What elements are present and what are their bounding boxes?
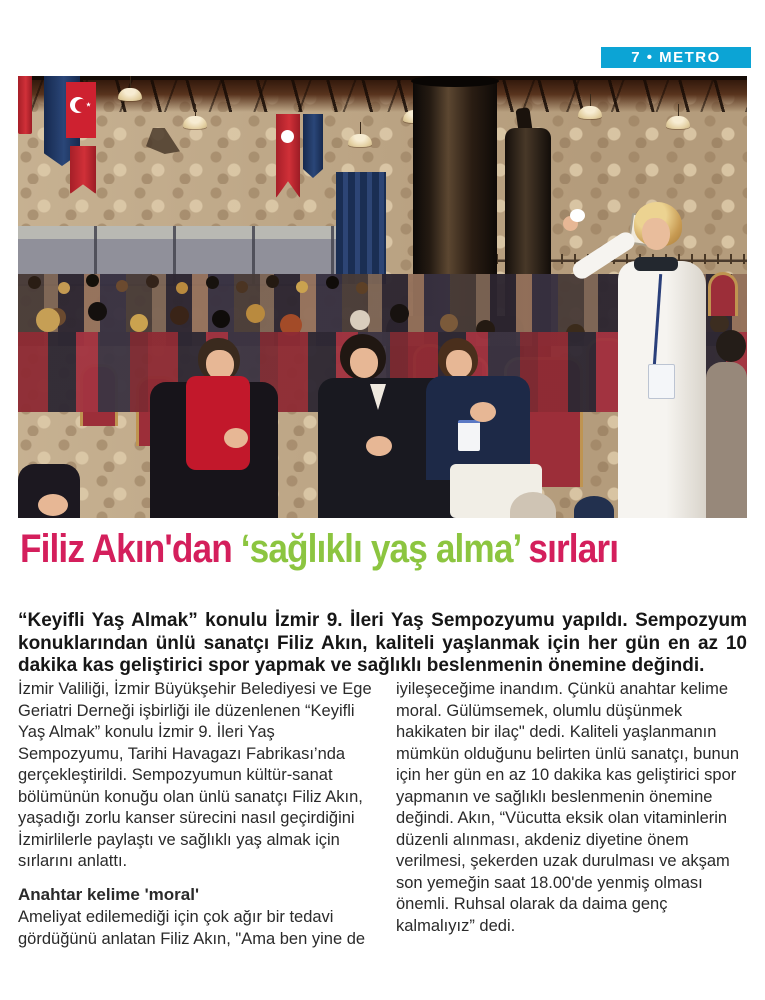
red-flag: [18, 76, 32, 134]
audience-head: [170, 306, 189, 325]
red-scarf: [186, 376, 250, 470]
audience-head: [28, 276, 41, 289]
headline-part-1: Filiz Akın'dan: [20, 527, 241, 571]
page-number-badge: [601, 47, 751, 68]
clapping-hands: [38, 494, 68, 516]
audience-head: [116, 280, 128, 292]
turkish-flag: [66, 82, 96, 138]
audience-head: [390, 304, 409, 323]
article-column-left: [18, 679, 374, 950]
audience-head: [206, 276, 219, 289]
paragraph: İzmir Valiliği, İzmir Büyükşehir Belediyesi ve Ege Geriatri Derneği işbirliği ile düzenlenen “Keyifli Yaş Almak” konulu İzmir 9. İleri Yaş Sempozyumu, Tarihi Havagazı Fabrikası’nda gerçekleştirildi. Sempozyumun kültür-sanat bölümünün konuğu olan ünlü sanatçı Filiz Akın, yaşadığı zorlu kanser sürecini nasıl geçirdiğini İzmirlilerle paylaştı ve sağlıklı yaş almak için sırlarını anlattı.: [18, 680, 372, 870]
audience-head: [440, 314, 458, 332]
clapping-hands: [366, 436, 392, 456]
clapping-hands: [224, 428, 248, 448]
ceiling-lamp: [666, 116, 690, 129]
audience-figure: [706, 362, 747, 518]
tissue-in-hand: [570, 209, 585, 222]
audience-head: [176, 282, 188, 294]
article-column-right: [396, 679, 747, 937]
audience-head: [36, 308, 60, 332]
audience-head: [58, 282, 70, 294]
article-headline: [20, 527, 676, 572]
audience-head: [326, 276, 339, 289]
speaker-scarf: [634, 257, 678, 271]
lanyard-badge: [458, 420, 480, 451]
woman-center-face: [350, 348, 378, 378]
ceiling-lamp: [183, 116, 207, 129]
ceiling-lamp: [348, 134, 372, 147]
audience-head: [356, 282, 368, 294]
audience-head: [716, 330, 746, 362]
audience-head: [246, 304, 265, 323]
audience-head: [86, 274, 99, 287]
woman-navy-face: [446, 350, 472, 378]
article-subhead: Anahtar kelime 'moral': [18, 884, 199, 904]
audience-head: [130, 314, 148, 332]
clapping-hands: [470, 402, 496, 422]
red-chair: [708, 272, 738, 316]
audience-head: [236, 281, 248, 293]
headline-part-2: ‘sağlıklı yaş alma’: [240, 527, 520, 571]
banner-emblem: [281, 130, 294, 143]
navy-banner: [303, 114, 323, 178]
audience-head: [350, 310, 370, 330]
article-lead: “Keyifli Yaş Almak” konulu İzmir 9. İleri Yaş Sempozyumu yapıldı. Sempozyum konuklarından ünlü sanatçı Filiz Akın, kaliteli yaşlanmak için her gün en az 10 dakika kas geliştirici spor yapmak ve sağlıklı beslenmenin önemine değindi.: [18, 610, 747, 676]
ceiling-lamp: [578, 106, 602, 119]
paragraph: iyileşeceğime inandım. Çünkü anahtar kelime moral. Gülümsemek, olumlu düşünmek hakikaten bir ilaç" dedi. Kaliteli yaşlanmanın mümkün olduğunu belirten ünlü sanatçı, bunun için her gün en az 10 dakika kas geliştirici spor yapmanın ve sağlıklı beslenmenin önemine değindi. Akın, “Vücutta eksik olan vitaminlerin düzenli alınması, akdeniz diyetine önem verilmesi, şekerden uzak durulması ve akşam son yemeğin saat 18.00'de yenmiş olması önemli. Ruhsal olarak da daima genç kalmalıyız” dedi.: [396, 680, 740, 935]
speaker-face: [642, 218, 670, 250]
article-photo: [18, 76, 747, 518]
audience-head: [212, 310, 230, 328]
navy-curtain: [336, 172, 386, 284]
headline-part-3: sırları: [519, 527, 619, 571]
audience-head: [88, 302, 107, 321]
audience-head: [146, 275, 159, 288]
ceiling-lamp: [118, 88, 142, 101]
speaker-badge: [648, 364, 675, 399]
man-cap-head: [574, 496, 614, 518]
audience-head: [296, 281, 308, 293]
page-number-label: 7 • METRO: [631, 49, 721, 66]
audience-head: [266, 275, 279, 288]
paragraph: Ameliyat edilemediği için çok ağır bir tedavi gördüğünü anlatan Filiz Akın, "Ama ben yine de: [18, 908, 366, 948]
